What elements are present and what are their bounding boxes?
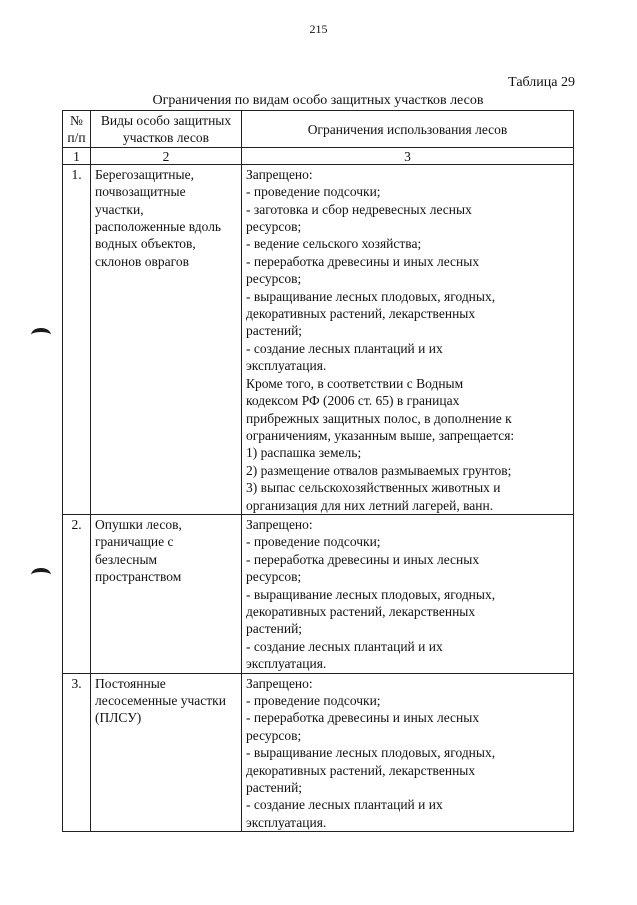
restrictions-table xyxy=(62,110,574,832)
row-number: 2. xyxy=(63,514,91,673)
area-kind xyxy=(91,164,242,514)
area-kind-line: Берегозащитные, xyxy=(95,166,194,182)
restriction-line: ресурсов; xyxy=(246,569,302,585)
restriction-line: эксплуатация. xyxy=(246,814,327,830)
restrictions-cell xyxy=(242,514,574,673)
header-kind-line: участков лесов xyxy=(123,130,209,146)
restriction-line: ограничениям, указанным выше, запрещается: xyxy=(246,427,515,443)
restriction-line: 2) размещение отвалов размываемых грунтов; xyxy=(246,462,512,478)
restriction-line: ресурсов; xyxy=(246,271,302,287)
restriction-line: кодексом РФ (2006 ст. 65) в границах xyxy=(246,393,460,409)
column-number: 2 xyxy=(91,147,242,164)
restriction-line: - ведение сельского хозяйства; xyxy=(246,236,422,252)
page-number: 215 xyxy=(309,22,328,36)
area-kind-line: (ПЛСУ) xyxy=(95,710,142,726)
area-kind-line: безлесным xyxy=(95,551,158,567)
table-row xyxy=(63,673,574,832)
restriction-line: растений; xyxy=(246,780,303,796)
header-row xyxy=(63,111,574,148)
table-row xyxy=(63,514,574,673)
area-kind-line: Постоянные xyxy=(95,675,166,691)
restriction-line: 1) распашка земель; xyxy=(246,445,362,461)
area-kind-line: склонов оврагов xyxy=(95,253,189,269)
restriction-line: эксплуатация. xyxy=(246,656,327,672)
area-kind-line: пространством xyxy=(95,569,182,585)
restriction-line: растений; xyxy=(246,621,303,637)
row-number: 1. xyxy=(63,164,91,514)
restriction-line: Кроме того, в соответствии с Водным xyxy=(246,375,464,391)
restriction-line: декоративных растений, лекарственных xyxy=(246,603,476,619)
restriction-line: - проведение подсочки; xyxy=(246,184,381,200)
column-number: 1 xyxy=(63,147,91,164)
header-no xyxy=(63,111,91,148)
restriction-line: - выращивание лесных плодовых, ягодных, xyxy=(246,288,496,304)
area-kind-line: почвозащитные xyxy=(95,184,186,200)
restriction-line: - проведение подсочки; xyxy=(246,534,381,550)
header-no-line: п/п xyxy=(67,130,86,146)
area-kind-line: лесосеменные участки xyxy=(95,693,226,708)
area-kind-line: участки, xyxy=(95,201,144,217)
header-kind xyxy=(91,111,242,148)
restriction-line: - переработка древесины и иных лесных xyxy=(246,253,480,269)
area-kind-line: водных объектов, xyxy=(95,236,196,252)
restriction-line: декоративных растений, лекарственных xyxy=(246,762,476,778)
table-row xyxy=(63,164,574,514)
table-caption: Таблица 29 xyxy=(508,75,575,90)
restriction-line: Запрещено: xyxy=(246,166,313,182)
area-kind-line: граничащие с xyxy=(95,534,174,550)
restriction-line: - заготовка и сбор недревесных лесных xyxy=(246,201,472,217)
restriction-line: 3) выпас сельскохозяйственных животных и xyxy=(246,480,501,496)
column-number: 3 xyxy=(242,147,574,164)
area-kind xyxy=(91,514,242,673)
restriction-line: декоративных растений, лекарственных xyxy=(246,306,476,322)
column-number-row xyxy=(63,147,574,164)
row-number: 3. xyxy=(63,673,91,832)
restriction-line: организация для них летний лагерей, ванн. xyxy=(246,497,494,513)
restriction-line: - выращивание лесных плодовых, ягодных, xyxy=(246,586,496,602)
restriction-line: эксплуатация. xyxy=(246,358,327,374)
restriction-line: растений; xyxy=(246,323,303,339)
restriction-line: ресурсов; xyxy=(246,727,302,743)
restriction-line: Запрещено: xyxy=(246,675,313,691)
restriction-line: - создание лесных плантаций и их xyxy=(246,797,443,813)
header-restrictions: Ограничения использования лесов xyxy=(242,111,574,148)
restriction-line: Запрещено: xyxy=(246,516,313,532)
binder-hole-mark xyxy=(31,568,51,582)
binder-hole-mark xyxy=(31,328,51,342)
area-kind xyxy=(91,673,242,832)
area-kind-line: расположенные вдоль xyxy=(95,219,222,235)
table-title: Ограничения по видам особо защитных участков лесов xyxy=(152,93,484,108)
restriction-line: ресурсов; xyxy=(246,219,302,235)
restrictions-cell xyxy=(242,673,574,832)
restriction-line: - переработка древесины и иных лесных xyxy=(246,710,480,726)
restrictions-cell xyxy=(242,164,574,514)
restriction-line: - выращивание лесных плодовых, ягодных, xyxy=(246,745,496,761)
restriction-line: - создание лесных плантаций и их xyxy=(246,340,443,356)
restriction-line: - переработка древесины и иных лесных xyxy=(246,551,480,567)
restriction-line: - создание лесных плантаций и их xyxy=(246,638,443,654)
header-kind-line: Виды особо защитных xyxy=(100,113,232,128)
restriction-line: - проведение подсочки; xyxy=(246,693,381,708)
area-kind-line: Опушки лесов, xyxy=(95,516,182,532)
header-no-line: № xyxy=(70,113,83,128)
restriction-line: прибрежных защитных полос, в дополнение к xyxy=(246,410,512,426)
